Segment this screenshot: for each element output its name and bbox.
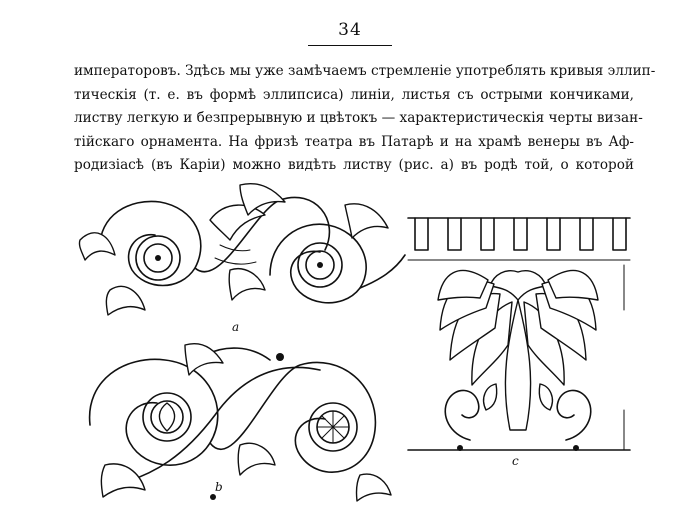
figure-a-caption: a	[232, 320, 240, 334]
figure-c-ornament	[400, 210, 635, 470]
figure-c-caption: c	[512, 454, 519, 468]
text-line: императоровъ. Здѣсь мы уже замѣчаемъ стремленіе употреблять кривыя эллип-	[74, 63, 656, 79]
interlace-drawing	[75, 335, 395, 505]
text-line: родизіасѣ (въ Каріи) можно видѣть листву (рис. а) въ родѣ той, о которой	[74, 157, 634, 173]
figure-a-ornament	[70, 180, 410, 334]
figure-b-ornament	[75, 335, 395, 505]
page-number: 34	[338, 20, 362, 40]
scroll-frieze-drawing	[70, 180, 410, 330]
figure-b-caption: b	[215, 480, 223, 494]
body-text	[74, 60, 656, 178]
text-line: тическія (т. е. въ формѣ эллипсиса) линіи, листья съ острыми кончиками,	[74, 86, 634, 103]
text-line: листву легкую и безпрерывную и цвѣтокъ — характеристическія черты визан-	[74, 110, 643, 126]
header-rule	[308, 45, 392, 46]
palmette-drawing	[400, 210, 635, 470]
text-line: тійскаго орнамента. На фризѣ театра въ Патарѣ и на храмѣ венеры въ Аф-	[74, 133, 634, 150]
